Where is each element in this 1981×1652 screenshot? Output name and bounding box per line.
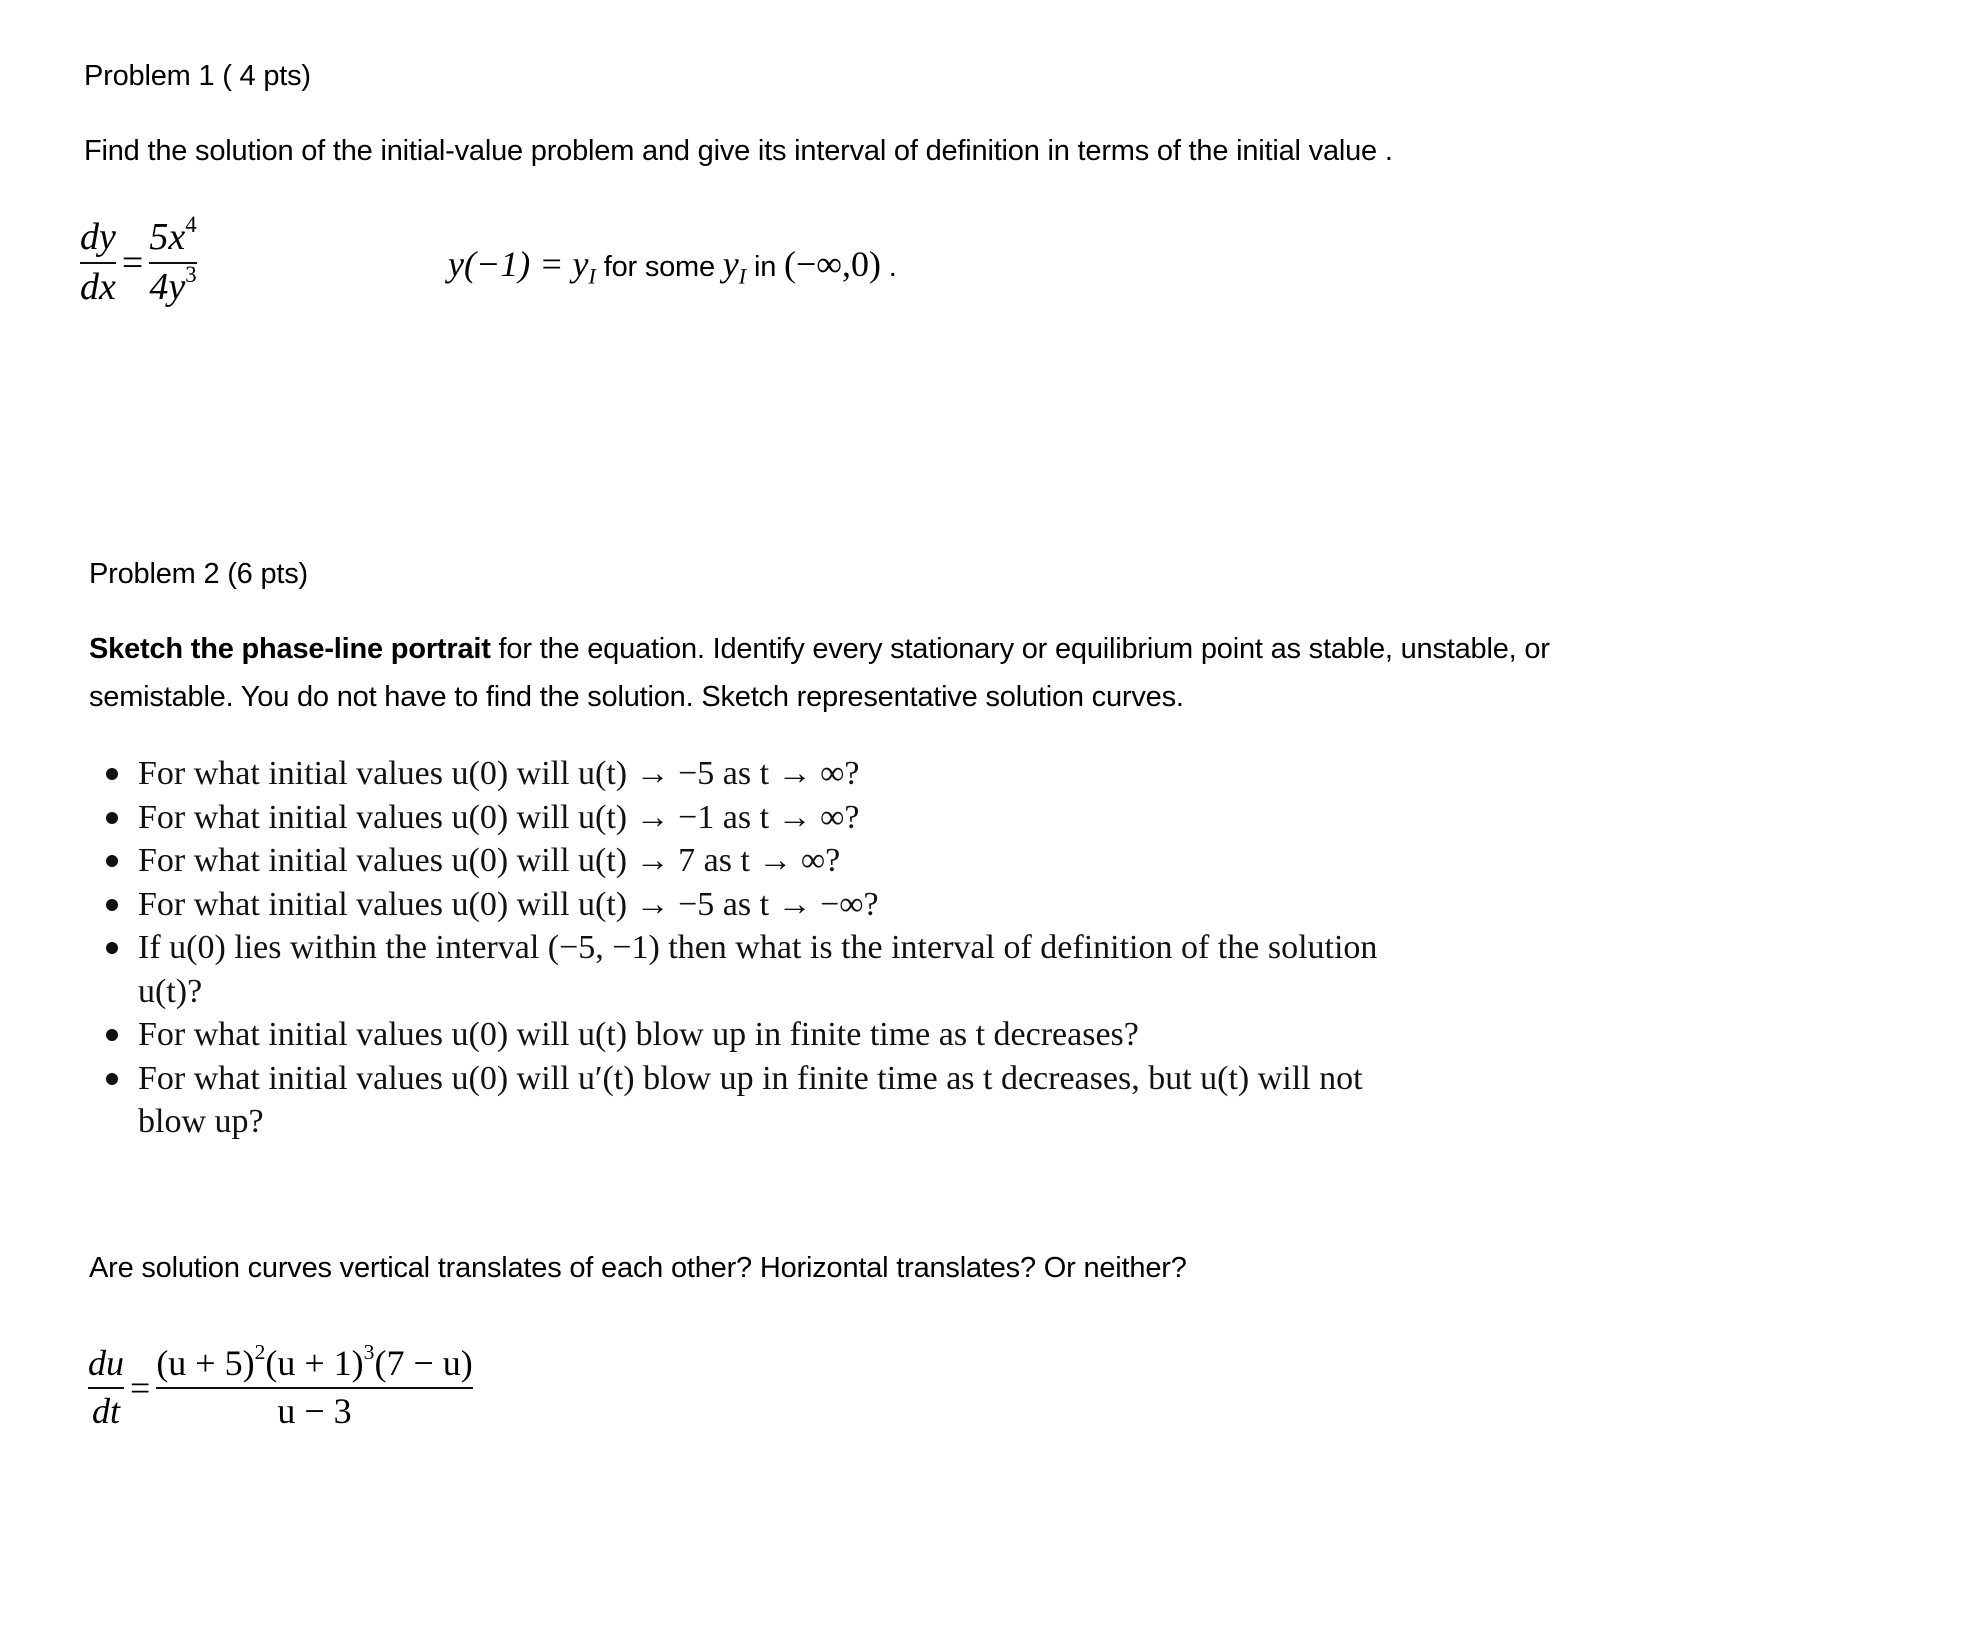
exponent: 2 xyxy=(254,1339,266,1364)
variable-y: y xyxy=(722,244,739,284)
denominator-exponent: 3 xyxy=(185,261,197,287)
numerator-base: 5x xyxy=(149,216,186,258)
list-item xyxy=(100,752,1430,796)
problem-2-title: Problem 2 (6 pts) xyxy=(89,558,309,590)
numerator-exponent: 4 xyxy=(185,211,197,237)
fraction-denominator: u − 3 xyxy=(277,1390,352,1431)
list-item xyxy=(100,883,1430,927)
problem-2-instruction-line2: semistable. You do not have to find the solution. Sketch representative solution curves. xyxy=(89,681,1184,713)
problem-2-instruction xyxy=(89,633,1550,666)
fraction-denominator: dt xyxy=(91,1390,120,1431)
question-text: For what initial values u(0) will u(t) blow up in finite time as t decreases? xyxy=(138,1016,1139,1053)
bullet-icon xyxy=(106,812,118,824)
bullet-icon xyxy=(106,768,118,780)
exponent: 3 xyxy=(363,1339,375,1364)
problem-1-instruction: Find the solution of the initial-value problem and give its interval of definition in terms of the initial value . xyxy=(84,135,1393,167)
rhs-fraction xyxy=(149,211,197,308)
factor-7-minus-u: (7 − u) xyxy=(374,1343,473,1383)
bullet-icon xyxy=(106,942,118,954)
instruction-rest: for the equation. Identify every stationary or equilibrium point as stable, unstable, or xyxy=(490,633,1550,665)
bullet-icon xyxy=(106,1029,118,1041)
initial-condition xyxy=(448,243,897,289)
interval: (−∞,0) xyxy=(784,244,881,284)
factor-u-plus-1: (u + 1) xyxy=(265,1343,364,1383)
subscript-i: I xyxy=(738,263,747,289)
in-text: in xyxy=(746,251,784,283)
equals-sign: = xyxy=(121,241,144,284)
fraction-denominator: dx xyxy=(80,265,116,308)
fraction-bar xyxy=(80,262,116,264)
subscript-i: I xyxy=(588,263,596,289)
list-item xyxy=(100,1013,1430,1057)
translates-question: Are solution curves vertical translates of each other? Horizontal translates? Or neither? xyxy=(89,1252,1187,1284)
bullet-icon xyxy=(106,855,118,867)
problem-2-differential-equation xyxy=(88,1339,473,1431)
problem-1-differential-equation xyxy=(80,211,197,308)
list-item xyxy=(100,1057,1438,1144)
bullet-icon xyxy=(106,1073,118,1085)
factor-u-plus-5: (u + 5) xyxy=(156,1343,255,1383)
instruction-bold: Sketch the phase-line portrait xyxy=(89,633,491,665)
question-list xyxy=(100,752,1430,1144)
question-text: For what initial values u(0) will u(t) → −5 as t → ∞? xyxy=(138,755,860,792)
bullet-icon xyxy=(106,899,118,911)
list-item xyxy=(100,796,1430,840)
question-text: For what initial values u(0) will u(t) → −1 as t → ∞? xyxy=(138,798,860,836)
fraction-numerator xyxy=(156,1339,473,1383)
fraction-numerator xyxy=(149,211,197,258)
question-text: If u(0) lies within the interval (−5, −1) then what is the interval of definition of the solution u(t)? xyxy=(138,929,1378,1010)
initial-condition-lhs: y(−1) = y xyxy=(448,244,589,284)
list-item xyxy=(100,839,1430,883)
equals-sign: = xyxy=(130,1367,151,1408)
fraction-bar xyxy=(88,1387,124,1389)
period: . xyxy=(880,251,897,283)
fraction-denominator xyxy=(149,261,197,308)
fraction-numerator: dy xyxy=(80,216,116,258)
list-item xyxy=(100,926,1408,1013)
question-text: For what initial values u(0) will u(t) → 7 as t → ∞? xyxy=(138,842,841,879)
question-text: For what initial values u(0) will u(t) → −5 as t → −∞? xyxy=(138,885,879,923)
question-text: For what initial values u(0) will u′(t) blow up in finite time as t decreases, but u(t) will not blow up? xyxy=(138,1059,1363,1140)
du-dt-fraction xyxy=(88,1345,124,1431)
for-some-text: for some xyxy=(595,251,723,283)
fraction-bar xyxy=(156,1387,472,1389)
problem-1-title: Problem 1 ( 4 pts) xyxy=(84,60,311,92)
fraction-numerator: du xyxy=(88,1343,124,1383)
denominator-base: 4y xyxy=(149,265,186,308)
dy-dx-fraction xyxy=(80,218,116,308)
rhs-fraction xyxy=(156,1339,473,1431)
